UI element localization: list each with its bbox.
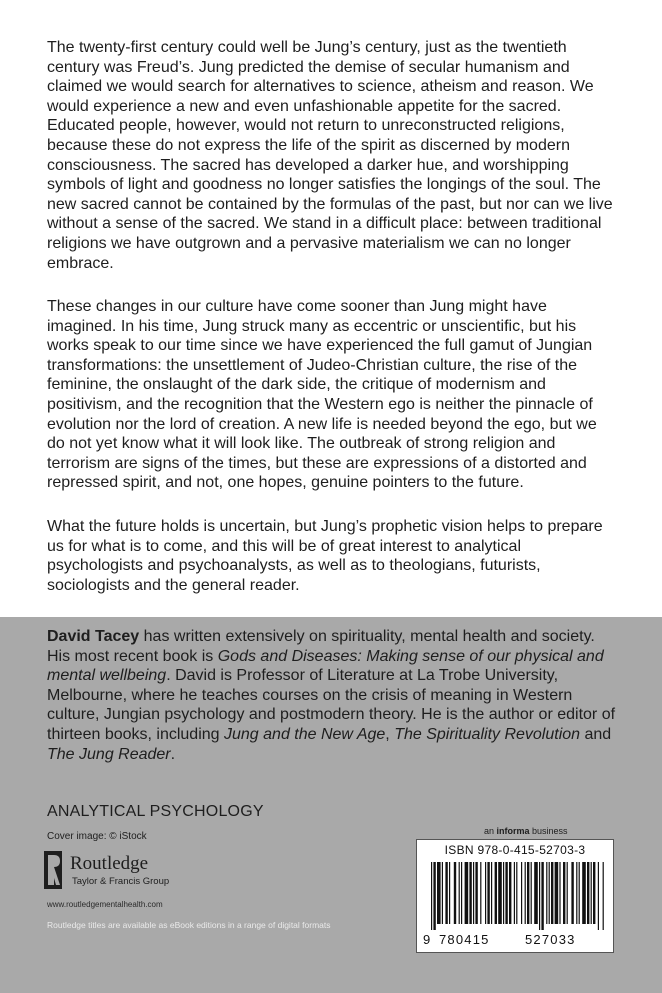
bio-book-title-1: Gods and Diseases: Making sense of our physical and mental wellbeing — [47, 647, 604, 685]
publisher-logo — [44, 851, 184, 893]
isbn-digit-lead: 9 — [423, 932, 432, 947]
isbn-digits-group-1: 780415 — [439, 932, 490, 947]
bio-text-2: . David is Professor of Literature at La Trobe University, Melbourne, where he teaches courses on the crisis of meaning in Western culture, Jungian psychology and postmodern theory. He is the author or editor of thirteen books, including — [47, 667, 616, 743]
bio-text-1: has written extensively on spirituality, mental health and society. His most recent book is — [47, 628, 595, 665]
bio-text-4: and — [580, 725, 612, 743]
bio-text-5: . — [170, 745, 176, 763]
isbn-digits-group-2: 527033 — [525, 932, 576, 947]
informa-tagline: an informa business — [484, 826, 568, 836]
bio-text-3: , — [385, 725, 395, 743]
blurb-paragraph-3: What the future holds is uncertain, but Jung’s prophetic vision helps to prepare us for what is to come, and this will be of great interest to analytical psychologists and psychoanalysts, as well as to theologians, futurists, sociologists and the general reader. — [47, 518, 603, 594]
blurb-paragraph-2: These changes in our culture have come sooner than Jung might have imagined. In his time, Jung struck many as eccentric or unscientific, but his works speak to our time since we have experienced the full gamut of Jungian transformations: the unsettlement of Judeo-Christian culture, the rise of the feminine, the onslaught of the dark side, the critique of modernism and positivism, and the recognition that the Western ego is neither the pinnacle of evolution nor the lord of creation. A new life is needed beyond the ego, but we do not yet know what it will look like. The outbreak of strong religion and terrorism are signs of the times, but these are expressions of a distorted and repressed spirit, and not, one hopes, genuine pointers to the future. — [47, 298, 597, 492]
bio-book-title-4: The Jung Reader — [47, 745, 171, 763]
blurb-paragraph-1: The twenty-first century could well be Jung’s century, just as the twentieth century was Freud’s. Jung predicted the demise of secular humanism and claimed we would search for alternatives to science, atheism and reason. We would experience a new and even unfashionable appetite for the sacred. Educated people, however, would not return to unreconstructed religions, because these do not express the life of the spirit as discerned by modern consciousness. The sacred has developed a darker hue, and worshipping symbols of light and goodness no longer satisfies the longings of the soul. The new sacred cannot be contained by the formulas of the past, but nor can we live without a sense of the sacred. We stand in a difficult place: between traditional religions we have outgrown and a pervasive materialism we can no longer embrace. — [47, 39, 613, 272]
author-bio — [47, 627, 622, 764]
informa-brand: informa — [496, 826, 530, 836]
barcode-icon — [429, 862, 605, 930]
bio-book-title-3: The Spirituality Revolution — [394, 725, 581, 743]
routledge-logo-icon — [44, 851, 62, 889]
publisher-subtitle: Taylor & Francis Group — [72, 876, 170, 887]
publisher-website: www.routledgementalhealth.com — [47, 900, 163, 909]
bio-book-title-2: Jung and the New Age — [224, 725, 386, 743]
ebook-note: Routledge titles are available as eBook editions in a range of digital formats — [47, 920, 331, 930]
isbn-barcode-box — [416, 839, 614, 953]
author-section — [0, 617, 662, 993]
cover-credit: Cover image: © iStock — [47, 831, 147, 842]
isbn-label: ISBN 978-0-415-52703-3 — [444, 843, 586, 857]
series-label: ANALYTICAL PSYCHOLOGY — [47, 803, 264, 820]
author-name: David Tacey — [47, 628, 140, 645]
publisher-name: Routledge — [70, 853, 149, 874]
